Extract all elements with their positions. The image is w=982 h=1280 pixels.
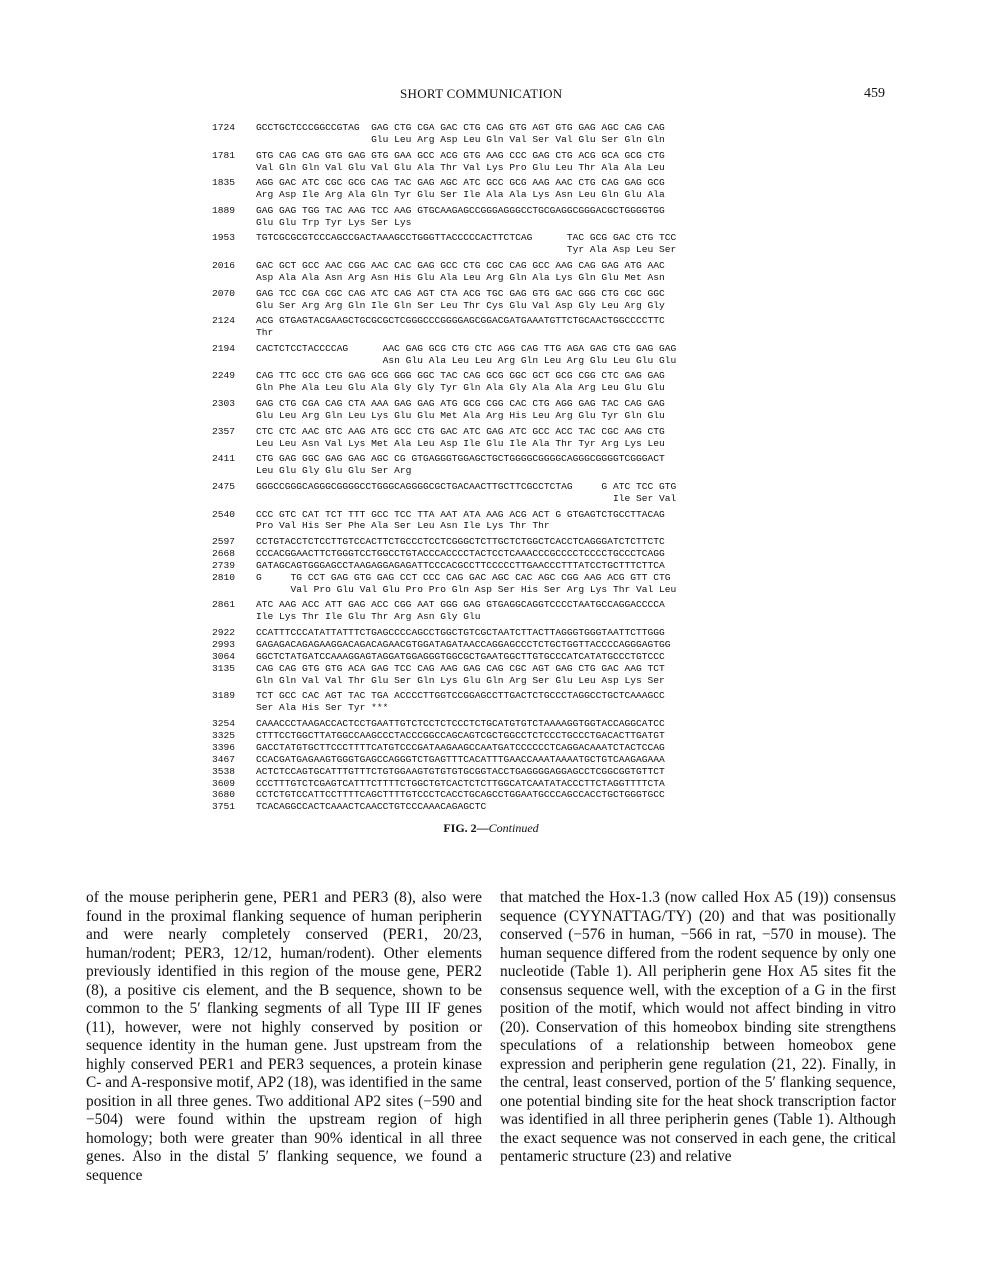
body-text-left-column: of the mouse peripherin gene, PER1 and PER3 (8), also were found in the proximal flanking sequence of human peripherin and were nearly completely conserved (PER1, 20/23, human/rodent; PER3, 12/12, human/rodent). Other elements previously identified in this region of the mouse gene, PER2 (8), a positive cis element, and the B sequence, shown to be common to the 5′ flanking segments of all Type III IF genes (11), however, were not highly conserved by position or sequence identity in the human gene. Just upstream from the highly conserved PER1 and PER3 sequences, a protein kinase C- and A-responsive motif, AP2 (18), was identified in the same position in all three genes. Two additional AP2 sites (−590 and −504) were found within the upstream region of high homology; both were greater than 90% identical in all three genes. Also in the distal 5′ flanking sequence, we found a sequence — [86, 889, 482, 1184]
sequence-text: CCCACGGAACTTCTGGGTCCTGGCCTGTACCCACCCCTACTCCTCAAACCCGCCCCTCCCCTGCCCTCAGG — [256, 548, 665, 560]
nucleotide-line — [212, 260, 772, 272]
sequence-position — [212, 355, 256, 367]
sequence-text: G TG CCT GAG GTG GAG CCT CCC CAG GAC AGC CAC AGC CGG AAG ACG GTT CTG — [256, 571, 671, 583]
amino-acid-line — [212, 162, 772, 174]
sequence-text: CCCTTTGTCTCGAGTCATTTCTTTTCTGGCTGTCACTCTCTTGGCATCAATATACCCTTCTAGGTTTTCTA — [256, 777, 665, 789]
sequence-text: Val Pro Glu Val Glu Pro Pro Gln Asp Ser His Ser Arg Lys Thr Val Leu — [256, 583, 677, 595]
amino-acid-line — [212, 410, 772, 422]
sequence-entry — [212, 315, 772, 339]
sequence-listing — [212, 122, 772, 813]
sequence-position: 3189 — [212, 690, 236, 702]
sequence-position — [212, 300, 256, 312]
nucleotide-line — [212, 663, 772, 675]
nucleotide-line — [212, 801, 772, 813]
nucleotide-line — [212, 778, 772, 790]
sequence-entry — [212, 232, 772, 256]
sequence-text: GAG CTG CGA CAG CTA AAA GAG GAG ATG GCG CGG CAC CTG AGG GAG TAC CAG GAG — [256, 398, 665, 410]
sequence-entry — [212, 742, 772, 754]
sequence-position — [212, 134, 256, 146]
nucleotide-line — [212, 754, 772, 766]
sequence-position: 3254 — [212, 718, 236, 730]
sequence-position: 3467 — [212, 753, 236, 765]
sequence-text: CCACGATGAGAAGTGGGTGAGCCAGGGTCTGAGTTTCACATTTGAACCAAATAAAATGCTGTCAAGAGAAA — [256, 753, 665, 765]
sequence-entry — [212, 370, 772, 394]
sequence-position: 3609 — [212, 777, 236, 789]
sequence-text: CTG GAG GGC GAG GAG AGC CG GTGAGGGTGGAGCTGCTGGGGCGGGGCAGGGCGGGGTCGGGACT — [256, 453, 665, 465]
nucleotide-line — [212, 177, 772, 189]
sequence-entry — [212, 481, 772, 505]
amino-acid-line — [212, 382, 772, 394]
sequence-text: TCACAGGCCACTCAAACTCAACCTGTCCCAAACAGAGCTC — [256, 801, 487, 813]
nucleotide-line — [212, 315, 772, 327]
sequence-text: CACTCTCCTACCCCAG AAC GAG GCG CTG CTC AGG CAG TTG AGA GAG CTG GAG GAG — [256, 342, 677, 354]
sequence-text: GGGCCGGGCAGGGCGGGGCCTGGGCAGGGGCGCTGACAACTTGCTTCGCCTCTAG G ATC TCC GTG — [256, 480, 677, 492]
sequence-position — [212, 189, 256, 201]
nucleotide-line — [212, 343, 772, 355]
sequence-position: 2993 — [212, 638, 236, 650]
sequence-position — [212, 520, 256, 532]
sequence-position — [212, 584, 256, 596]
nucleotide-line — [212, 627, 772, 639]
sequence-entry — [212, 205, 772, 229]
nucleotide-line — [212, 690, 772, 702]
sequence-text: ACTCTCCAGTGCATTTGTTTCTGTGGAAGTGTGTGTGCGGTACCTGAGGGGAGGAGCCTCGGCGGTGTTCT — [256, 765, 665, 777]
sequence-position: 3135 — [212, 662, 236, 674]
nucleotide-line — [212, 572, 772, 584]
sequence-text: Val Gln Gln Val Glu Val Glu Ala Thr Val Lys Pro Glu Leu Thr Ala Ala Leu — [256, 161, 665, 173]
sequence-position — [212, 327, 256, 339]
page-number: 459 — [864, 86, 885, 101]
sequence-text: GAGAGACAGAGAAGGACAGACAGAACGTGGATAGATAACCAGGAGCCCTCTGCTGGTTACCCCAGGGAGTGG — [256, 638, 671, 650]
sequence-text: Glu Leu Arg Gln Leu Lys Glu Glu Met Ala Arg His Leu Arg Glu Tyr Gln Glu — [256, 410, 665, 421]
sequence-position: 2922 — [212, 627, 236, 639]
amino-acid-line — [212, 584, 772, 596]
nucleotide-line — [212, 370, 772, 382]
nucleotide-line — [212, 426, 772, 438]
sequence-text: Leu Glu Gly Glu Glu Ser Arg — [256, 465, 412, 477]
sequence-entry — [212, 548, 772, 560]
amino-acid-line — [212, 465, 772, 477]
sequence-text: CAG TTC GCC CTG GAG GCG GGG GGC TAC CAG GCG GGC GCT GCG CGG CTC GAG GAG — [256, 370, 665, 382]
nucleotide-line — [212, 509, 772, 521]
sequence-text: Leu Leu Asn Val Lys Met Ala Leu Asp Ile Glu Ile Ala Thr Tyr Arg Lys Leu — [256, 437, 665, 449]
nucleotide-line — [212, 639, 772, 651]
nucleotide-line — [212, 548, 772, 560]
sequence-text: CAAACCCTAAGACCACTCCTGAATTGTCTCCTCTCCCTCTGCATGTGTCTAAAAGGTGGTACCAGGCATCC — [256, 718, 665, 730]
nucleotide-line — [212, 599, 772, 611]
nucleotide-line — [212, 789, 772, 801]
sequence-text: CCATTTCCCATATTATTTCTGAGCCCCAGCCTGGCTGTCGCTAATCTTACTTAGGGTGGGTAATTCTTGGG — [256, 627, 665, 639]
sequence-text: GAG GAG TGG TAC AAG TCC AAG GTGCAAGAGCCGGGAGGGCCTGCGAGGCGGGACGCTGGGGTGG — [256, 204, 665, 216]
sequence-text: CTC CTC AAC GTC AAG ATG GCC CTG GAC ATC GAG ATC GCC ACC TAC CGC AAG CTG — [256, 425, 665, 437]
sequence-text: TCT GCC CAC AGT TAC TGA ACCCCTTGGTCCGGAGCCTTGACTCTGCCCTAGGCCTGCTCAAAGCC — [256, 690, 665, 702]
amino-acid-line — [212, 244, 772, 256]
sequence-position — [212, 465, 256, 477]
sequence-entry — [212, 343, 772, 367]
sequence-entry — [212, 778, 772, 790]
amino-acid-line — [212, 217, 772, 229]
sequence-text: GAG TCC CGA CGC CAG ATC CAG AGT CTA ACG TGC GAG GTG GAC GGG CTG CGC GGC — [256, 287, 665, 299]
sequence-text: CTTTCCTGGCTTATGGCCAAGCCCTACCCGGCCAGCAGTCGCTGGCCTCTCCCTGCCCTGACACTTGATGT — [256, 729, 665, 741]
sequence-text: AGG GAC ATC CGC GCG CAG TAC GAG AGC ATC GCC GCG AAG AAC CTG CAG GAG GCG — [256, 177, 665, 189]
sequence-entry — [212, 730, 772, 742]
sequence-entry — [212, 426, 772, 450]
nucleotide-line — [212, 398, 772, 410]
sequence-text: Pro Val His Ser Phe Ala Ser Leu Asn Ile Lys Thr Thr — [256, 520, 550, 532]
sequence-text: Ser Ala His Ser Tyr *** — [256, 702, 389, 714]
sequence-position: 2303 — [212, 398, 236, 410]
sequence-text: GACCTATGTGCTTCCCTTTTCATGTCCCGATAAGAAGCCAATGATCCCCCCTCAGGACAAATCTACTCCAG — [256, 741, 665, 753]
sequence-text: GATAGCAGTGGGAGCCTAAGAGGAGAGATTCCCACGCCTTCCCCCTTGAACCCTTTATCCTGCTTTCTTCA — [256, 559, 665, 571]
nucleotide-line — [212, 766, 772, 778]
sequence-entry — [212, 288, 772, 312]
sequence-position: 1835 — [212, 177, 236, 189]
sequence-text: GGCTCTATGATCCAAAGGAGTAGGATGGAGGGTGGCGCTGAATGGCTTGTGCCCATCATATGCCCTGTCCC — [256, 650, 665, 662]
sequence-position — [212, 410, 256, 422]
sequence-entry — [212, 766, 772, 778]
sequence-position — [212, 272, 256, 284]
sequence-position: 3751 — [212, 801, 236, 813]
sequence-text: CCC GTC CAT TCT TTT GCC TCC TTA AAT ATA AAG ACG ACT G GTGAGTCTGCCTTACAG — [256, 508, 665, 520]
sequence-position: 3538 — [212, 765, 236, 777]
amino-acid-line — [212, 300, 772, 312]
sequence-entry — [212, 398, 772, 422]
amino-acid-line — [212, 611, 772, 623]
sequence-position — [212, 217, 256, 229]
nucleotide-line — [212, 718, 772, 730]
sequence-position: 1724 — [212, 122, 236, 133]
sequence-entry — [212, 627, 772, 639]
nucleotide-line — [212, 651, 772, 663]
running-title: SHORT COMMUNICATION — [400, 86, 563, 101]
sequence-entry — [212, 150, 772, 174]
sequence-entry — [212, 754, 772, 766]
sequence-text: Arg Asp Ile Arg Ala Gln Tyr Glu Ser Ile Ala Ala Lys Asn Leu Gln Glu Ala — [256, 189, 665, 201]
sequence-text: Ile Lys Thr Ile Glu Thr Arg Asn Gly Glu — [256, 611, 481, 623]
sequence-position: 1953 — [212, 232, 236, 244]
amino-acid-line — [212, 355, 772, 367]
sequence-position: 2739 — [212, 559, 236, 571]
amino-acid-line — [212, 327, 772, 339]
sequence-position: 3396 — [212, 741, 236, 753]
sequence-position — [212, 162, 256, 174]
sequence-position: 2070 — [212, 287, 236, 299]
nucleotide-line — [212, 288, 772, 300]
sequence-position: 3680 — [212, 789, 236, 801]
sequence-entry — [212, 690, 772, 714]
sequence-text: Thr — [256, 327, 274, 339]
nucleotide-line — [212, 730, 772, 742]
sequence-position: 2475 — [212, 480, 236, 492]
sequence-entry — [212, 789, 772, 801]
sequence-text: GCCTGCTCCCGGCCGTAG GAG CTG CGA GAC CTG CAG GTG AGT GTG GAG AGC CAG CAG — [256, 122, 665, 133]
sequence-entry — [212, 599, 772, 623]
sequence-position: 2194 — [212, 342, 236, 354]
sequence-position: 2016 — [212, 260, 236, 272]
sequence-text: Glu Ser Arg Arg Gln Ile Gln Ser Leu Thr Cys Glu Val Asp Gly Leu Arg Gly — [256, 299, 665, 311]
sequence-position — [212, 611, 256, 623]
sequence-entry — [212, 509, 772, 533]
sequence-text: Gln Gln Val Val Thr Glu Ser Gln Lys Glu Gln Arg Ser Glu Leu Asp Lys Ser — [256, 674, 665, 686]
nucleotide-line — [212, 742, 772, 754]
figure-continued: Continued — [488, 821, 539, 835]
sequence-text: Gln Phe Ala Leu Glu Ala Gly Gly Tyr Gln Ala Gly Ala Ala Arg Leu Glu Glu — [256, 382, 665, 394]
nucleotide-line — [212, 481, 772, 493]
sequence-text: Asp Ala Ala Asn Arg Asn His Glu Ala Leu Arg Gln Ala Lys Gln Glu Met Asn — [256, 271, 665, 283]
body-text-right-column: that matched the Hox-1.3 (now called Hox A5 (19)) consensus sequence (CYYNATTAG/TY) (20) and that was positionally conserved (−576 in human, −566 in rat, −570 in mouse). The human sequence differed from the rodent sequence by only one nucleotide (Table 1). All peripherin gene Hox A5 sites fit the consensus sequence well, with the exception of a G in the first position of the motif, which would not affect binding in vitro (20). Conservation of this homeobox binding site strengthens speculations of a relationship between homeobox gene expression and peripherin gene regulation (21, 22). Finally, in the central, least conserved, portion of the 5′ flanking sequence, one potential binding site for the heat shock transcription factor was identified in all three peripherin genes (Table 1). Although the exact sequence was not conserved in each gene, the critical pentameric structure (23) and relative — [500, 889, 896, 1165]
sequence-position: 2668 — [212, 548, 236, 560]
sequence-position: 3064 — [212, 650, 236, 662]
amino-acid-line — [212, 493, 772, 505]
sequence-text: Tyr Ala Asp Leu Ser — [256, 244, 677, 256]
sequence-text: GTG CAG CAG GTG GAG GTG GAA GCC ACG GTG AAG CCC GAG CTG ACG GCA GCG CTG — [256, 149, 665, 161]
sequence-position: 2124 — [212, 315, 236, 327]
sequence-entry — [212, 122, 772, 146]
sequence-entry — [212, 718, 772, 730]
sequence-text: Glu Glu Trp Tyr Lys Ser Lys — [256, 216, 412, 228]
amino-acid-line — [212, 702, 772, 714]
sequence-entry — [212, 560, 772, 572]
sequence-position — [212, 244, 256, 256]
nucleotide-line — [212, 560, 772, 572]
sequence-text: CAG CAG GTG GTG ACA GAG TCC CAG AAG GAG CAG CGC AGT GAG CTG GAC AAG TCT — [256, 662, 665, 674]
nucleotide-line — [212, 536, 772, 548]
nucleotide-line — [212, 453, 772, 465]
nucleotide-line — [212, 122, 772, 134]
sequence-text: Ile Ser Val — [256, 492, 677, 504]
sequence-entry — [212, 536, 772, 548]
sequence-position: 1889 — [212, 204, 236, 216]
sequence-entry — [212, 260, 772, 284]
sequence-position: 2597 — [212, 536, 236, 548]
figure-label: FIG. 2— — [443, 821, 489, 835]
sequence-position: 2357 — [212, 425, 236, 437]
sequence-position: 2540 — [212, 508, 236, 520]
sequence-text: ATC AAG ACC ATT GAG ACC CGG AAT GGG GAG GTGAGGCAGGTCCCCTAATGCCAGGACCCCA — [256, 599, 665, 611]
sequence-text: Glu Leu Arg Asp Leu Gln Val Ser Val Glu Ser Gln Gln — [256, 133, 665, 145]
sequence-position — [212, 702, 256, 714]
amino-acid-line — [212, 272, 772, 284]
sequence-text: ACG GTGAGTACGAAGCTGCGCGCTCGGGCCCGGGGAGCGGACGATGAAATGTTCTGCAACTGGCCCCTTC — [256, 315, 665, 327]
sequence-position: 2810 — [212, 571, 236, 583]
sequence-text: TGTCGCGCGTCCCAGCCGACTAAAGCCTGGGTTACCCCCACTTCTCAG TAC GCG GAC CTG TCC — [256, 232, 677, 244]
sequence-entry — [212, 663, 772, 687]
page-header — [0, 86, 982, 106]
sequence-entry — [212, 453, 772, 477]
sequence-text: GAC GCT GCC AAC CGG AAC CAC GAG GCC CTG CGC CAG GCC AAG CAG GAG ATG AAC — [256, 260, 665, 272]
sequence-position — [212, 493, 256, 505]
nucleotide-line — [212, 150, 772, 162]
amino-acid-line — [212, 438, 772, 450]
sequence-entry — [212, 801, 772, 813]
amino-acid-line — [212, 189, 772, 201]
sequence-position: 2861 — [212, 599, 236, 611]
sequence-text: Asn Glu Ala Leu Leu Arg Gln Leu Arg Glu Leu Glu Glu — [256, 354, 677, 366]
sequence-position: 2411 — [212, 453, 236, 465]
sequence-entry — [212, 651, 772, 663]
sequence-position: 2249 — [212, 370, 236, 382]
nucleotide-line — [212, 205, 772, 217]
sequence-position — [212, 438, 256, 450]
sequence-entry — [212, 177, 772, 201]
sequence-text: CCTCTGTCCATTCCTTTTCAGCTTTTGTCCCTCACCTGCAGCCTGGAATGCCCAGCCACCTGCTGGGTGCC — [256, 789, 665, 801]
sequence-position: 3325 — [212, 729, 236, 741]
sequence-text: CCTGTACCTCTCCTTGTCCACTTCTGCCCTCCTCGGGCTCTTGCTCTGGCTCACCTCAGGGATCTCTTCTC — [256, 536, 665, 548]
figure-caption — [0, 821, 982, 836]
nucleotide-line — [212, 232, 772, 244]
sequence-entry — [212, 639, 772, 651]
sequence-entry — [212, 572, 772, 596]
sequence-position — [212, 675, 256, 687]
sequence-position — [212, 382, 256, 394]
amino-acid-line — [212, 675, 772, 687]
amino-acid-line — [212, 134, 772, 146]
amino-acid-line — [212, 520, 772, 532]
sequence-position: 1781 — [212, 149, 236, 161]
